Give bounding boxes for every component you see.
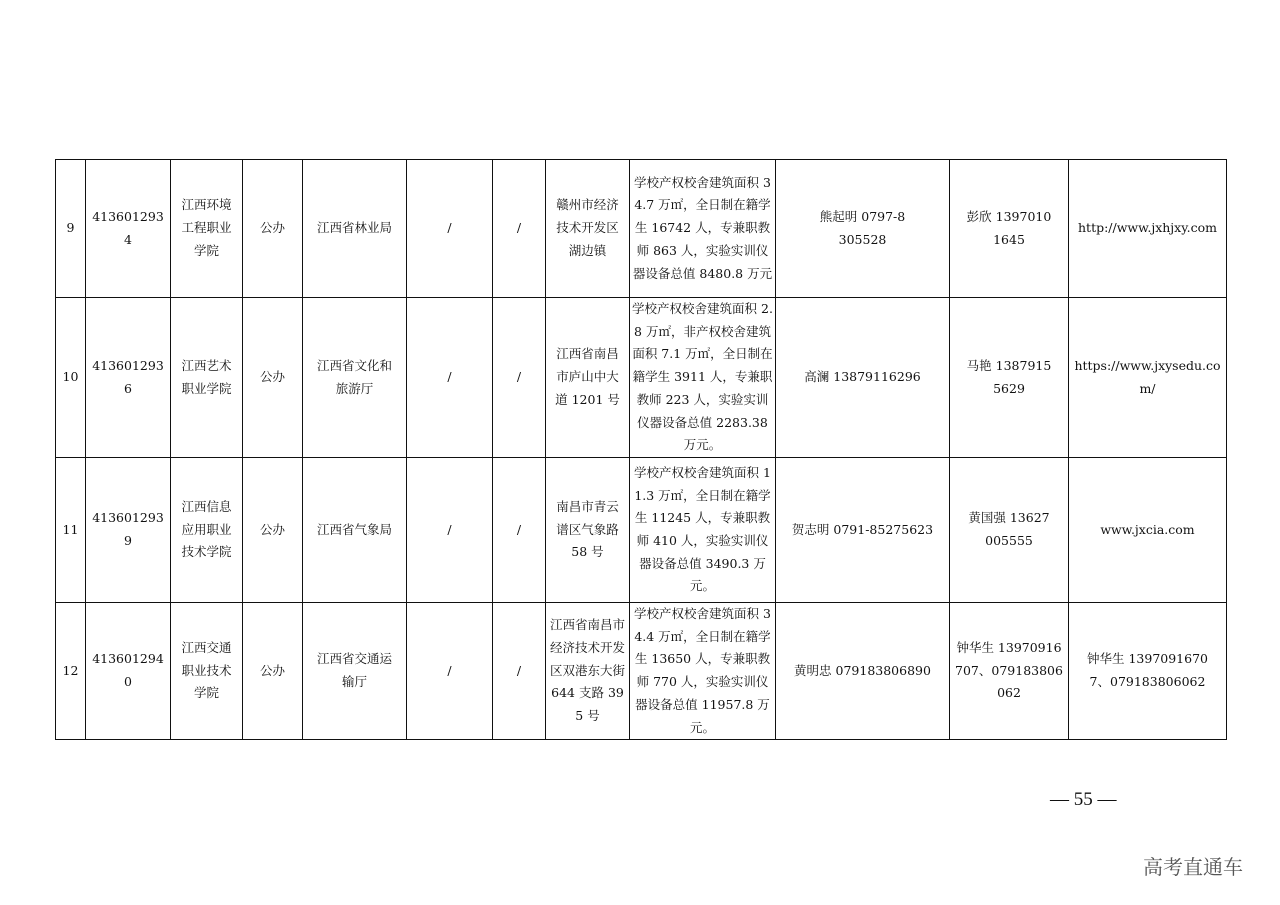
institution-type: 公办 (243, 298, 303, 458)
watermark-logo: 高考直通车 (1143, 855, 1243, 879)
row-number: 9 (56, 160, 86, 298)
column-slash-2: / (493, 160, 546, 298)
column-slash-1: / (407, 298, 493, 458)
row-number: 12 (56, 603, 86, 740)
contact-person: 钟华生 13970916707、079183806062 (950, 603, 1069, 740)
contact: 黄明忠 079183806890 (776, 603, 950, 740)
address: 江西省南昌市经济技术开发区双港东大街 644 支路 395 号 (546, 603, 630, 740)
supervising-department: 江西省林业局 (303, 160, 407, 298)
supervising-department: 江西省气象局 (303, 458, 407, 603)
contact-person: 彭欣 13970101645 (950, 160, 1069, 298)
contact-person: 黄国强 13627005555 (950, 458, 1069, 603)
website[interactable]: www.jxcia.com (1069, 458, 1227, 603)
table-row (56, 458, 1227, 603)
address: 赣州市经济技术开发区湖边镇 (546, 160, 630, 298)
table-row (56, 160, 1227, 298)
institution-code: 4136012936 (86, 298, 171, 458)
table-row (56, 298, 1227, 458)
column-slash-2: / (493, 298, 546, 458)
page-number: — 55 — (1050, 789, 1117, 810)
school-info: 学校产权校舍建筑面积 2.8 万㎡，非产权校舍建筑面积 7.1 万㎡，全日制在籍学生 3911 人，专兼职教师 223 人，实验实训仪器设备总值 2283.38 万元。 (630, 298, 776, 458)
address: 江西省南昌市庐山中大道 1201 号 (546, 298, 630, 458)
institution-type: 公办 (243, 458, 303, 603)
institution-code: 4136012934 (86, 160, 171, 298)
website: 钟华生 13970916707、079183806062 (1069, 603, 1227, 740)
institution-name: 江西信息应用职业技术学院 (171, 458, 243, 603)
school-info: 学校产权校舍建筑面积 11.3 万㎡，全日制在籍学生 11245 人，专兼职教师 410 人，实验实训仪器设备总值 3490.3 万元。 (630, 458, 776, 603)
contact: 贺志明 0791-85275623 (776, 458, 950, 603)
column-slash-2: / (493, 458, 546, 603)
contact-person: 马艳 13879155629 (950, 298, 1069, 458)
institution-name: 江西交通职业技术学院 (171, 603, 243, 740)
supervising-department: 江西省交通运输厅 (303, 603, 407, 740)
column-slash-1: / (407, 458, 493, 603)
address: 南昌市青云谱区气象路 58 号 (546, 458, 630, 603)
school-info: 学校产权校舍建筑面积 34.4 万㎡，全日制在籍学生 13650 人，专兼职教师 770 人，实验实训仪器设备总值 11957.8 万元。 (630, 603, 776, 740)
column-slash-1: / (407, 603, 493, 740)
contact: 高澜 13879116296 (776, 298, 950, 458)
column-slash-1: / (407, 160, 493, 298)
website[interactable]: https://www.jxysedu.com/ (1069, 298, 1227, 458)
row-number: 11 (56, 458, 86, 603)
supervising-department: 江西省文化和旅游厅 (303, 298, 407, 458)
institution-type: 公办 (243, 603, 303, 740)
institution-table (55, 159, 1227, 740)
row-number: 10 (56, 298, 86, 458)
institution-code: 4136012940 (86, 603, 171, 740)
institution-type: 公办 (243, 160, 303, 298)
institution-name: 江西艺术职业学院 (171, 298, 243, 458)
column-slash-2: / (493, 603, 546, 740)
contact: 熊起明 0797-8305528 (776, 160, 950, 298)
table-row (56, 603, 1227, 740)
institution-code: 4136012939 (86, 458, 171, 603)
website[interactable]: http://www.jxhjxy.com (1069, 160, 1227, 298)
school-info: 学校产权校舍建筑面积 34.7 万㎡，全日制在籍学生 16742 人，专兼职教师 863 人，实验实训仪器设备总值 8480.8 万元 (630, 160, 776, 298)
institution-name: 江西环境工程职业学院 (171, 160, 243, 298)
